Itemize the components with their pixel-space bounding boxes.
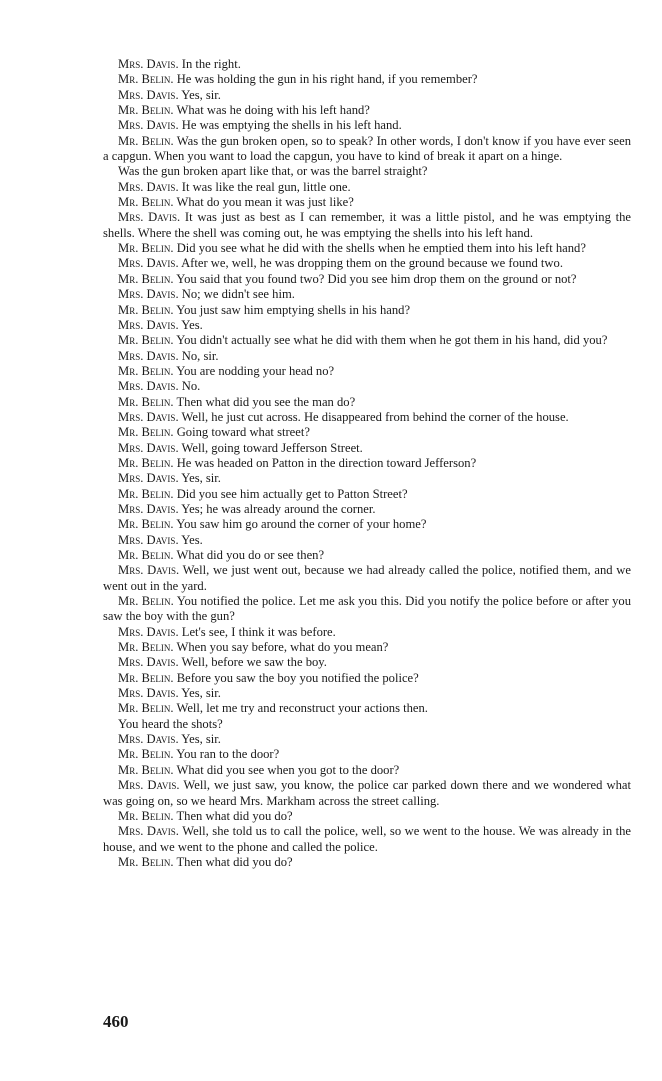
speaker-label: Mrs. Davis. [118,379,179,394]
testimony-paragraph [103,195,631,210]
speaker-label: Mr. Belin. [118,271,174,286]
testimony-paragraph [103,256,631,271]
speech-text: Yes, sir. [181,686,221,701]
speech-text: Let's see, I think it was before. [181,624,336,639]
speech-text: Then what did you see the man do? [176,394,356,409]
testimony-paragraph [103,701,631,716]
testimony-paragraph [103,272,631,287]
speech-text: Was the gun broken apart like that, or was the barrel straight? [118,164,428,179]
speaker-label: Mrs. Davis. [118,409,179,424]
speech-text: Yes. [181,317,203,332]
speech-text: In the right. [181,57,241,71]
testimony-paragraph [103,732,631,747]
speaker-label: Mr. Belin. [118,762,174,777]
testimony-paragraph [103,809,631,824]
speech-text: Did you see what he did with the shells when he emptied them into his left hand? [176,241,586,256]
testimony-paragraph [103,395,631,410]
testimony-paragraph [103,563,631,594]
speaker-label: Mrs. Davis. [118,471,179,486]
speaker-label: Mrs. Davis. [118,440,179,455]
speech-text: Was the gun broken open, so to speak? In other words, I don't know if you have ever seen a capgun. When you want to load the capgun, you have to kind of break it apart on a hinge. [103,133,631,164]
testimony-paragraph [103,824,631,855]
speech-text: It was just as best as I can remember, it was a little pistol, and he was emptying the shells. Where the shell was coming out, he was emptying the shells into his left hand. [103,210,631,240]
speaker-label: Mr. Belin. [118,394,174,409]
speech-text: Going toward what street? [176,425,310,440]
testimony-paragraph [103,72,631,87]
speech-text: You heard the shots? [118,716,223,731]
speaker-label: Mr. Belin. [118,517,174,532]
speech-text: Then what did you do? [176,854,293,869]
speaker-label: Mr. Belin. [118,72,174,87]
speaker-label: Mrs. Davis. [118,778,180,793]
testimony-paragraph [103,364,631,379]
testimony-paragraph [103,517,631,532]
speaker-label: Mr. Belin. [118,425,174,440]
testimony-paragraph [103,164,631,179]
speech-text: Well, he just cut across. He disappeared from behind the corner of the house. [181,409,569,424]
speech-text: Yes, sir. [181,471,221,486]
speaker-label: Mr. Belin. [118,640,174,655]
speaker-label: Mr. Belin. [118,333,174,348]
testimony-paragraph [103,671,631,686]
speaker-label: Mr. Belin. [118,701,174,716]
speech-text: Well, before we saw the boy. [181,655,327,670]
speaker-label: Mrs. Davis. [118,317,179,332]
speaker-label: Mr. Belin. [118,854,174,869]
testimony-paragraph [103,548,631,563]
speaker-label: Mrs. Davis. [118,624,179,639]
testimony-paragraph [103,210,631,241]
speaker-label: Mrs. Davis. [118,563,180,578]
testimony-paragraph [103,333,631,348]
speech-text: When you say before, what do you mean? [176,640,389,655]
speech-text: What did you see when you got to the door? [176,762,400,777]
testimony-paragraph [103,502,631,517]
testimony-paragraph [103,686,631,701]
testimony-paragraph [103,456,631,471]
speech-text: What was he doing with his left hand? [176,103,370,118]
speech-text: Well, let me try and reconstruct your actions then. [176,701,428,716]
testimony-paragraph [103,379,631,394]
speaker-label: Mr. Belin. [118,548,174,562]
speech-text: Well, going toward Jefferson Street. [181,440,363,455]
speech-text: Yes. [181,532,203,547]
speaker-label: Mrs. Davis. [118,732,179,747]
speaker-label: Mrs. Davis. [118,532,179,547]
speaker-label: Mr. Belin. [118,455,174,470]
testimony-paragraph [103,57,631,72]
speaker-label: Mrs. Davis. [118,57,179,71]
speaker-label: Mrs. Davis. [118,87,179,102]
speech-text: No; we didn't see him. [181,287,295,302]
testimony-paragraph [103,640,631,655]
speaker-label: Mrs. Davis. [118,210,181,225]
testimony-paragraph [103,425,631,440]
speech-text: No, sir. [181,348,219,363]
testimony-paragraph [103,625,631,640]
testimony-paragraph [103,318,631,333]
speech-text: You didn't actually see what he did with them when he got them in his hand, did you? [176,333,608,348]
testimony-paragraph [103,471,631,486]
testimony-paragraph [103,88,631,103]
testimony-paragraph [103,533,631,548]
speech-text: He was holding the gun in his right hand, if you remember? [176,72,478,87]
speaker-label: Mr. Belin. [118,363,174,378]
speaker-label: Mrs. Davis. [118,686,179,701]
speech-text: Well, she told us to call the police, well, so we went to the house. We was already in the house, and we went to the phone and called the police. [103,824,631,854]
testimony-paragraph [103,410,631,425]
speaker-label: Mr. Belin. [118,670,174,685]
speaker-label: Mrs. Davis. [118,348,179,363]
speaker-label: Mr. Belin. [118,808,174,823]
speech-text: Well, we just saw, you know, the police car parked down there and we wondered what was going on, so we heard Mrs. Markham across the street calling. [103,778,631,808]
speech-text: Yes, sir. [181,87,221,102]
speech-text: What did you do or see then? [176,548,325,562]
testimony-paragraph [103,241,631,256]
speech-text: You just saw him emptying shells in his hand? [176,302,411,317]
speech-text: Then what did you do? [176,808,293,823]
speech-text: You saw him go around the corner of your home? [176,517,427,532]
speaker-label: Mrs. Davis. [118,824,179,839]
testimony-transcript [103,57,631,870]
testimony-paragraph [103,763,631,778]
speech-text: Yes, sir. [181,732,221,747]
testimony-paragraph [103,134,631,165]
speech-text: He was emptying the shells in his left hand. [181,118,402,133]
page-number: 460 [103,1012,129,1031]
speaker-label: Mr. Belin. [118,103,174,118]
speaker-label: Mr. Belin. [118,302,174,317]
speaker-label: Mrs. Davis. [118,287,179,302]
speaker-label: Mr. Belin. [118,486,174,501]
speech-text: You are nodding your head no? [176,363,335,378]
speech-text: What do you mean it was just like? [176,195,354,210]
speaker-label: Mrs. Davis. [118,179,179,194]
testimony-paragraph [103,303,631,318]
speaker-label: Mr. Belin. [118,241,174,256]
speaker-label: Mr. Belin. [118,133,174,148]
speech-text: Before you saw the boy you notified the police? [176,670,419,685]
speech-text: No. [181,379,201,394]
testimony-paragraph [103,778,631,809]
speaker-label: Mr. Belin. [118,594,174,609]
testimony-paragraph [103,441,631,456]
speech-text: It was like the real gun, little one. [181,179,351,194]
testimony-paragraph [103,747,631,762]
speech-text: Did you see him actually get to Patton Street? [176,486,408,501]
speaker-label: Mr. Belin. [118,747,174,762]
testimony-paragraph [103,487,631,502]
speech-text: Yes; he was already around the corner. [181,501,376,516]
testimony-paragraph [103,287,631,302]
testimony-paragraph [103,855,631,870]
speech-text: He was headed on Patton in the direction toward Jefferson? [176,455,477,470]
testimony-paragraph [103,118,631,133]
speech-text: After we, well, he was dropping them on the ground because we found two. [181,256,563,271]
speech-text: Well, we just went out, because we had already called the police, notified them, and we went out in the yard. [103,563,631,593]
speaker-label: Mrs. Davis. [118,655,179,670]
testimony-paragraph [103,180,631,195]
testimony-paragraph [103,594,631,625]
speaker-label: Mrs. Davis. [118,118,179,133]
speaker-label: Mrs. Davis. [118,501,179,516]
testimony-paragraph [103,717,631,732]
testimony-paragraph [103,655,631,670]
speech-text: You said that you found two? Did you see him drop them on the ground or not? [176,271,577,286]
speaker-label: Mrs. Davis. [118,256,179,271]
testimony-paragraph [103,103,631,118]
testimony-paragraph [103,349,631,364]
speech-text: You notified the police. Let me ask you this. Did you notify the police before or after you saw the boy with the gun? [103,594,631,624]
speech-text: You ran to the door? [176,747,280,762]
speaker-label: Mr. Belin. [118,195,174,210]
